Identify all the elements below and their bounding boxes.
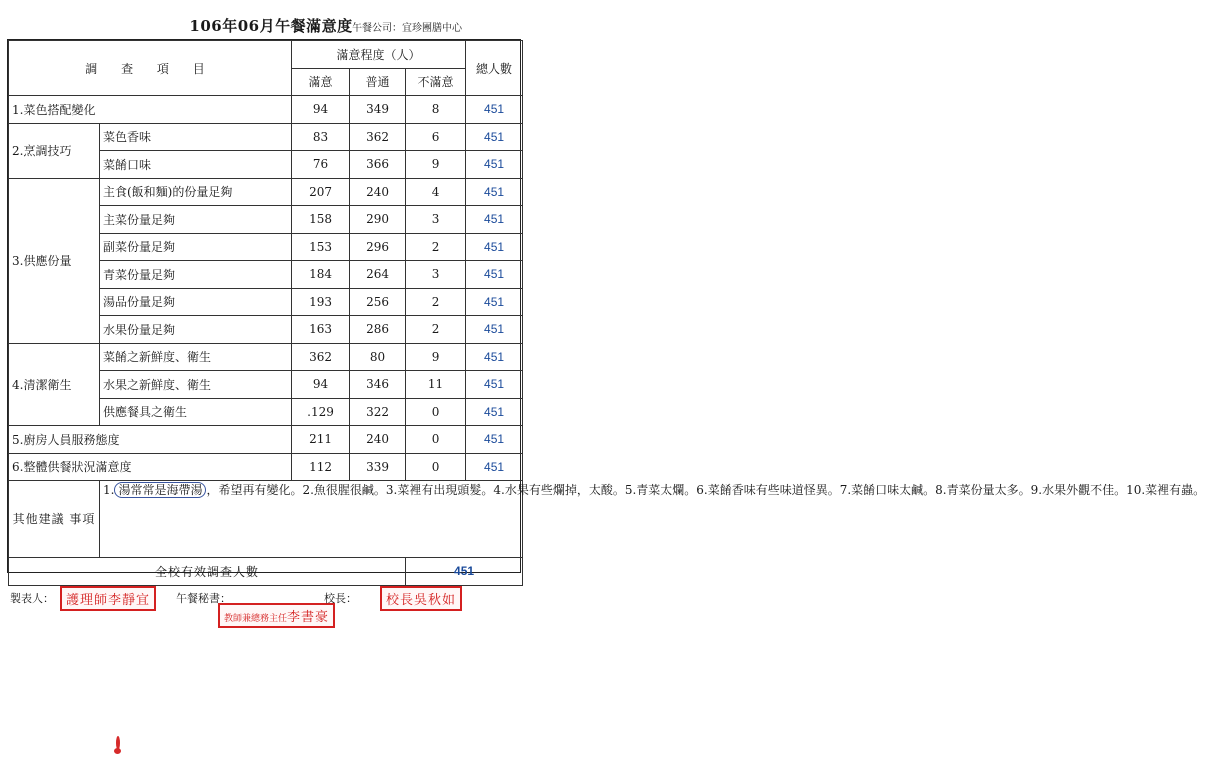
average-cell: 256 [350,288,406,316]
header-dissatisfied: 不滿意 [406,68,466,96]
total-cell: 451 [466,426,523,454]
secretary-stamp-name: 李書豪 [287,610,330,625]
secretary-stamp [218,603,335,628]
remarks-prefix: 1. [103,483,115,497]
dissatisfied-cell: 2 [406,288,466,316]
category-label: 1.菜色搭配變化 [9,96,292,124]
header-satisfaction: 滿意程度（人） [292,41,466,69]
remarks-circled-text: 湯常常是海帶湯 [114,482,206,498]
footer-row [9,558,523,586]
header-satisfied: 滿意 [292,68,350,96]
lister-stamp: 護理師李靜宜 [60,586,156,611]
item-label: 副菜份量足夠 [100,233,292,261]
satisfied-cell: 83 [292,123,350,151]
dissatisfied-cell: 9 [406,343,466,371]
average-cell: 80 [350,343,406,371]
item-label: 主食(飯和麵)的份量足夠 [100,178,292,206]
item-label: 菜餚口味 [100,151,292,179]
dissatisfied-cell: 2 [406,316,466,344]
item-label: 供應餐具之衛生 [100,398,292,426]
remarks-text [100,481,1205,558]
valid-respondents-label: 全校有效調查人數 [9,558,406,586]
item-label: 菜餚之新鮮度、衛生 [100,343,292,371]
dissatisfied-cell: 2 [406,233,466,261]
principal-stamp: 校長吳秋如 [380,586,462,611]
table-row [9,426,523,454]
total-cell: 451 [466,151,523,179]
total-cell: 451 [466,371,523,399]
satisfied-cell: 362 [292,343,350,371]
average-cell: 349 [350,96,406,124]
total-cell: 451 [466,123,523,151]
dissatisfied-cell: 9 [406,151,466,179]
average-cell: 264 [350,261,406,289]
average-cell: 339 [350,453,406,481]
average-cell: 240 [350,178,406,206]
dissatisfied-cell: 8 [406,96,466,124]
satisfied-cell: 153 [292,233,350,261]
satisfied-cell: 193 [292,288,350,316]
average-cell: 296 [350,233,406,261]
item-label: 水果份量足夠 [100,316,292,344]
header-item: 調 查 項 目 [9,41,292,96]
survey-table [7,39,1205,579]
dissatisfied-cell: 0 [406,453,466,481]
total-cell: 451 [466,316,523,344]
total-cell: 451 [466,288,523,316]
dissatisfied-cell: 6 [406,123,466,151]
total-cell: 451 [466,343,523,371]
remarks-label: 其他建議 事項 [9,481,100,558]
total-cell: 451 [466,178,523,206]
remarks-body: ，希望再有變化。2.魚很腥很鹹。3.菜裡有出現頭髮。4.水果有些爛掉，太酸。5.青菜太爛。6.菜餚香味有些味道怪異。7.菜餚口味太鹹。8.青菜份量太多。9.水果外觀不佳。10.菜裡有蟲。 [206,483,1205,497]
average-cell: 286 [350,316,406,344]
total-cell: 451 [466,261,523,289]
satisfied-cell: 163 [292,316,350,344]
table-row [9,343,523,371]
dissatisfied-cell: 0 [406,398,466,426]
average-cell: 362 [350,123,406,151]
category-label: 2.烹調技巧 [9,123,100,178]
remarks-row [9,481,523,558]
item-label: 主菜份量足夠 [100,206,292,234]
item-label: 湯品份量足夠 [100,288,292,316]
item-label: 青菜份量足夠 [100,261,292,289]
lunch-company: 午餐公司：宜珍團膳中心 [352,23,462,34]
satisfied-cell: 94 [292,96,350,124]
total-cell: 451 [466,206,523,234]
table-row [9,178,523,206]
satisfied-cell: .129 [292,398,350,426]
dissatisfied-cell: 11 [406,371,466,399]
dissatisfied-cell: 3 [406,206,466,234]
satisfied-cell: 112 [292,453,350,481]
table-row [9,453,523,481]
ink-smudge [114,748,121,754]
category-label: 6.整體供餐狀況滿意度 [9,453,292,481]
category-label: 3.供應份量 [9,178,100,343]
average-cell: 366 [350,151,406,179]
satisfied-cell: 207 [292,178,350,206]
satisfied-cell: 94 [292,371,350,399]
category-label: 5.廚房人員服務態度 [9,426,292,454]
total-cell: 451 [466,453,523,481]
table-row [9,96,523,124]
valid-respondents-value: 451 [406,558,523,586]
satisfied-cell: 76 [292,151,350,179]
dissatisfied-cell: 0 [406,426,466,454]
principal-label: 校長： [324,592,357,605]
total-cell: 451 [466,96,523,124]
table-row [9,123,523,151]
header-total: 總人數 [466,41,523,96]
dissatisfied-cell: 4 [406,178,466,206]
category-label: 4.清潔衛生 [9,343,100,426]
total-cell: 451 [466,233,523,261]
lister-label: 製表人： [10,592,54,605]
header-average: 普通 [350,68,406,96]
secretary-stamp-title: 教師兼總務主任 [224,614,288,624]
item-label: 菜色香味 [100,123,292,151]
page-title: 106年06月午餐滿意度 [189,17,353,35]
satisfied-cell: 211 [292,426,350,454]
total-cell: 451 [466,398,523,426]
average-cell: 322 [350,398,406,426]
average-cell: 346 [350,371,406,399]
satisfied-cell: 158 [292,206,350,234]
average-cell: 240 [350,426,406,454]
satisfied-cell: 184 [292,261,350,289]
average-cell: 290 [350,206,406,234]
dissatisfied-cell: 3 [406,261,466,289]
secretary-label: 午餐秘書： [176,592,231,605]
item-label: 水果之新鮮度、衛生 [100,371,292,399]
